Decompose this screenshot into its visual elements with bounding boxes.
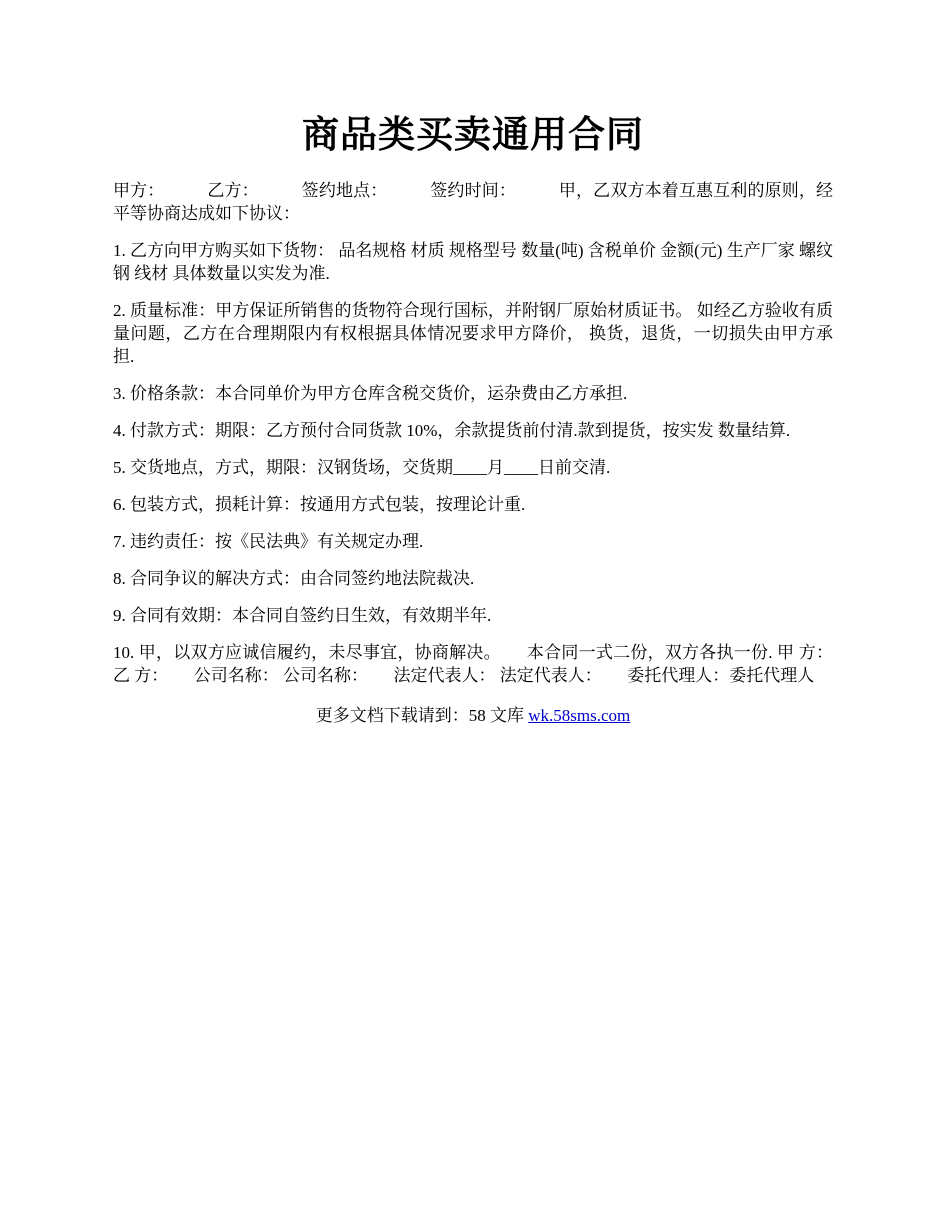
download-link[interactable]: wk.58sms.com [528,706,631,725]
contract-intro: 甲方： 乙方： 签约地点： 签约时间： 甲，乙双方本着互惠互利的原则，经平等协商达成如下协议： [113,181,833,223]
clause-1: 1. 乙方向甲方购买如下货物： 品名规格 材质 规格型号 数量(吨) 含税单价 金额(元) 生产厂家 螺纹钢 线材 具体数量以实发为准. [113,241,833,283]
clause-4: 4. 付款方式：期限：乙方预付合同货款 10%，余款提货前付清.款到提货，按实发 数量结算. [113,421,791,440]
clause-8: 8. 合同争议的解决方式：由合同签约地法院裁决. [113,569,475,588]
clause-7: 7. 违约责任：按《民法典》有关规定办理. [113,532,424,551]
clause-9: 9. 合同有效期：本合同自签约日生效，有效期半年. [113,606,492,625]
clause-2: 2. 质量标准：甲方保证所销售的货物符合现行国标，并附钢厂原始材质证书。 如经乙方验收有质量问题，乙方在合理期限内有权根据具体情况要求甲方降价， 换货，退货，一切损失由甲方承担. [113,301,833,366]
clause-6: 6. 包装方式，损耗计算：按通用方式包装，按理论计重. [113,495,526,514]
clause-10: 10. 甲，以双方应诚信履约，未尽事宜，协商解决。 本合同一式二份，双方各执一份. 甲 方：乙 方： 公司名称： 公司名称： 法定代表人： 法定代表人： 委托代理人：委托代理人 [113,643,833,685]
footer-text: 更多文档下载请到：58 文库 [315,706,529,725]
document-title: 商品类买卖通用合同 [302,115,644,156]
download-footer [113,704,833,727]
document-page [113,0,833,744]
clause-3: 3. 价格条款：本合同单价为甲方仓库含税交货价，运杂费由乙方承担. [113,384,628,403]
clause-5: 5. 交货地点，方式，期限：汉钢货场，交货期____月____日前交清. [113,458,611,477]
